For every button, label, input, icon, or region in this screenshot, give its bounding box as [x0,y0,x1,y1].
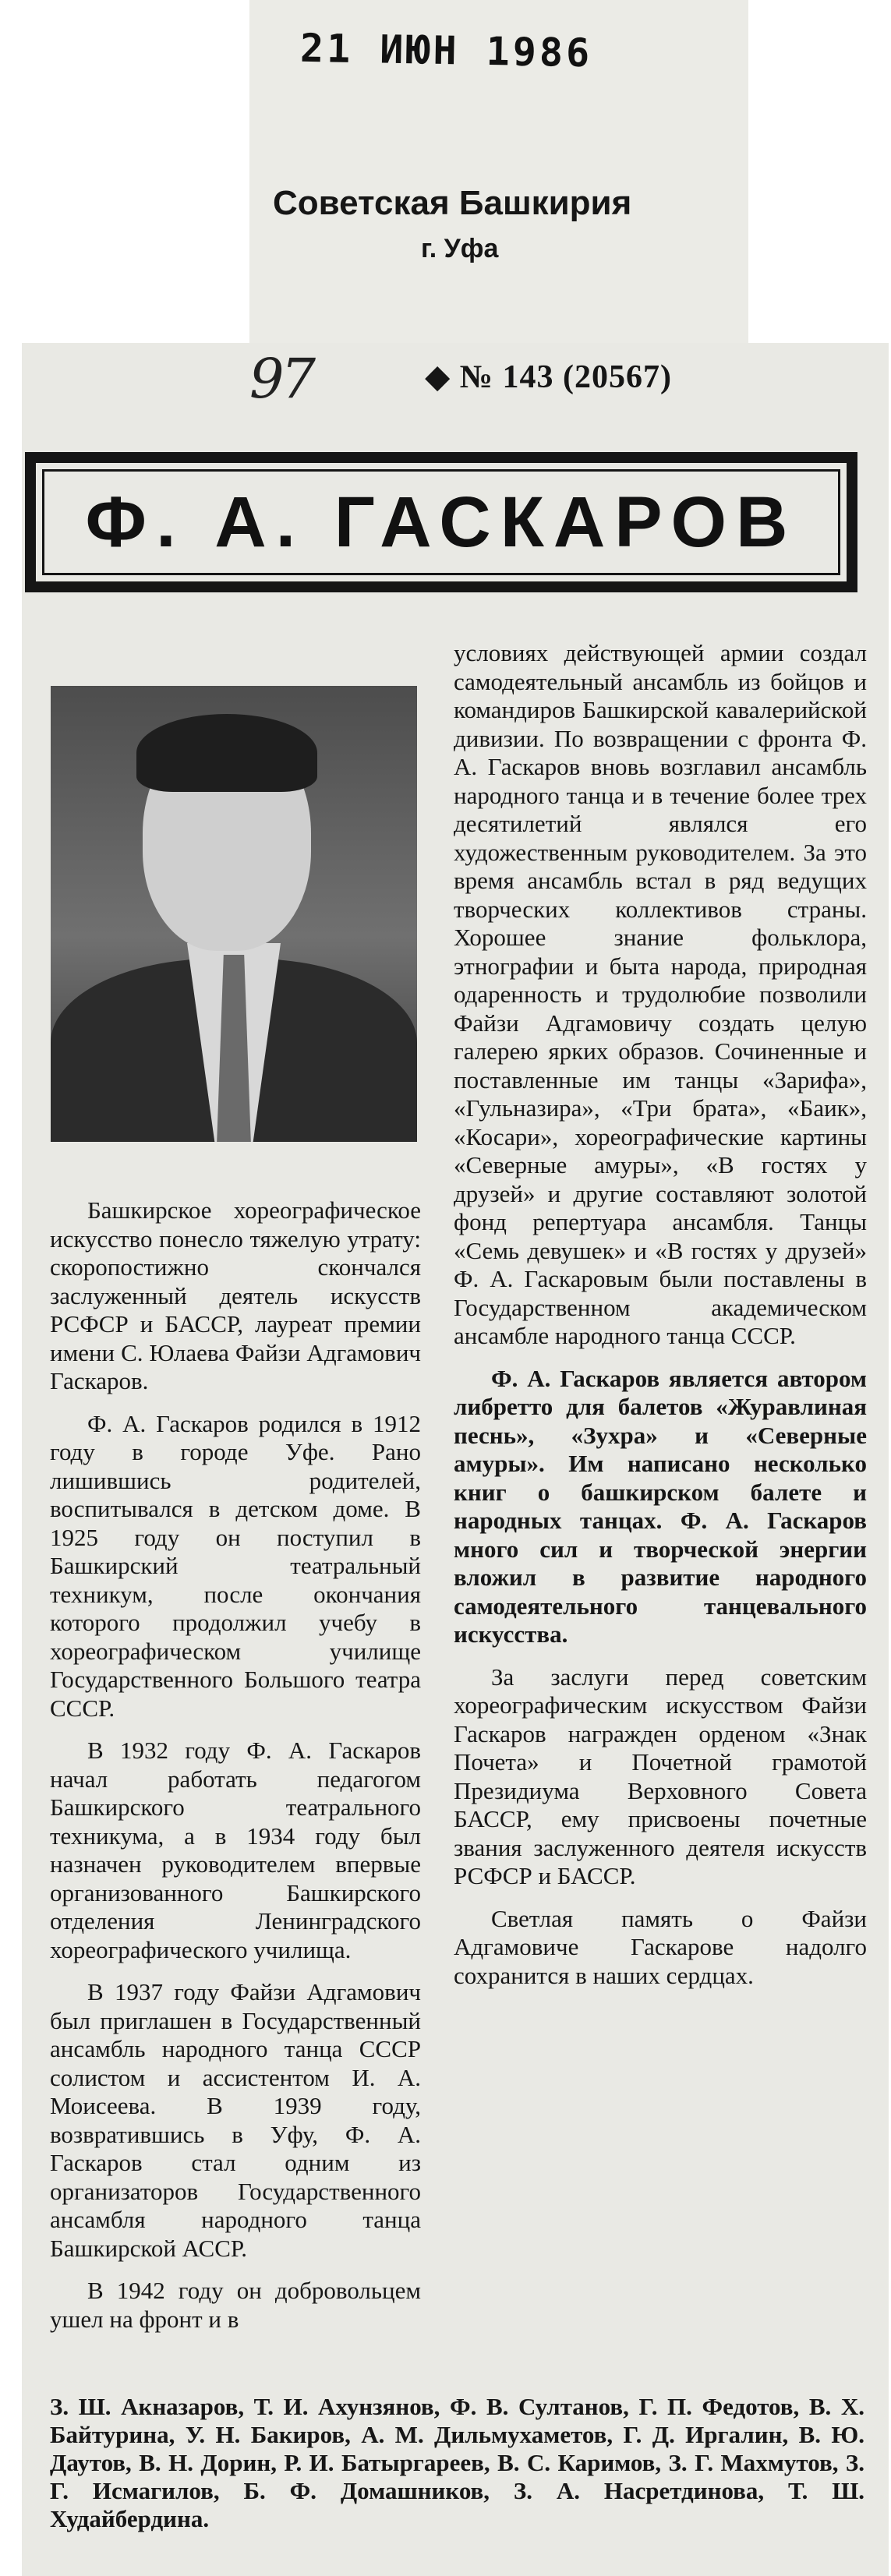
paragraph: Ф. А. Гаскаров является автором либретто для балетов «Журавлиная песнь», «Зухра» и «Северные амуры». Им написано несколько книг о башкирском балете и народных танцах. Ф. А. Гаскаров много сил и творческой энергии вложил в развитие народного самодеятельного танцевального искусства. [454,1364,867,1648]
paragraph: Ф. А. Гаскаров родился в 1912 году в городе Уфе. Рано лишившись родителей, воспитывался в детском доме. В 1925 году он поступил в Башкирский театральный техникум, после окончания которого продолжил учебу в хореографическом училище Государственного Большого театра СССР. [50,1409,421,1722]
handwritten-mark: 97 [249,347,313,411]
paragraph: В 1942 году он добровольцем ушел на фронт и в [50,2277,421,2333]
paragraph: Светлая память о Файзи Адгамовиче Гаскарове надолго сохранится в наших сердцах. [454,1904,867,1989]
signatories-list: З. Ш. Акназаров, Т. И. Ахунзянов, Ф. В. Султанов, Г. П. Федотов, В. Х. Байтурина, У. Н. Бакиров, А. М. Дильмухаметов, Г. Д. Иргалин, В. Ю. Даутов, В. Н. Дорин, Р. И. Батыргареев, В. С. Каримов, З. Г. Махмутов, З. Г. Исмагилов, Б. Ф. Домашников, З. А. Насретдинова, Т. Ш. Худайбердина. [50,2393,864,2532]
article-left-column [50,1196,421,2348]
portrait-photo [51,686,417,1142]
newspaper-city: г. Уфа [421,234,499,263]
paragraph: В 1932 году Ф. А. Гаскаров начал работать педагогом Башкирского театрального техникума, а в 1934 году был назначен руководителем впервые организованного Башкирского отделения Ленинградского хореографического училища. [50,1737,421,1963]
newspaper-name: Советская Башкирия [273,184,632,222]
date-stamp: 21 ИЮН 1986 [299,25,593,76]
paragraph: За заслуги перед советским хореографическим искусством Файзи Гаскаров награжден орденом «Знак Почета» и Почетной грамотой Президиума Верховного Совета БАССР, ему присвоены почетные звания заслуженного деятеля искусств РСФСР и БАССР. [454,1663,867,1889]
issue-number: ◆ № 143 (20567) [425,359,672,395]
paragraph: условиях действующей армии создал самодеятельный ансамбль из бойцов и командиров Башкирской кавалерийской дивизии. По возвращении с фронта Ф. А. Гаскаров вновь возглавил ансамбль народного танца и в течение более трех десятилетий являлся его художественным руководителем. За это время ансамбль встал в ряд ведущих творческих коллективов страны. Хорошее знание фольклора, этнографии и быта народа, природная одаренность и трудолюбие позволили Файзи Адгамовичу создать целую галерею ярких образов. Сочиненные и поставленные им танцы «Зарифа», «Гульназира», «Три брата», «Баик», «Косари», хореографические картины «Северные амуры», «В гостях у друзей» и другие составляют золотой фонд репертуара ансамбля. Танцы «Семь девушек» и «В гостях у друзей» Ф. А. Гаскаровым были поставлены в Государственном академическом ансамбле народного танца СССР. [454,639,867,1349]
article-right-column [454,639,867,2004]
title-frame [25,452,857,592]
paragraph: В 1937 году Файзи Адгамович был приглашен в Государственный ансамбль народного танца СССР солистом и ассистентом И. А. Моисеева. В 1939 году, возвратившись в Уфу, Ф. А. Гаскаров стал одним из организаторов Государственного ансамбля народного танца Башкирской АССР. [50,1978,421,2262]
paragraph: Башкирское хореографическое искусство понесло тяжелую утрату: скоропостижно скончался заслуженный деятель искусств РСФСР и БАССР, лауреат премии имени С. Юлаева Файзи Адгамович Гаскаров. [50,1196,421,1394]
article-title: Ф. А. ГАСКАРОВ [85,482,797,562]
